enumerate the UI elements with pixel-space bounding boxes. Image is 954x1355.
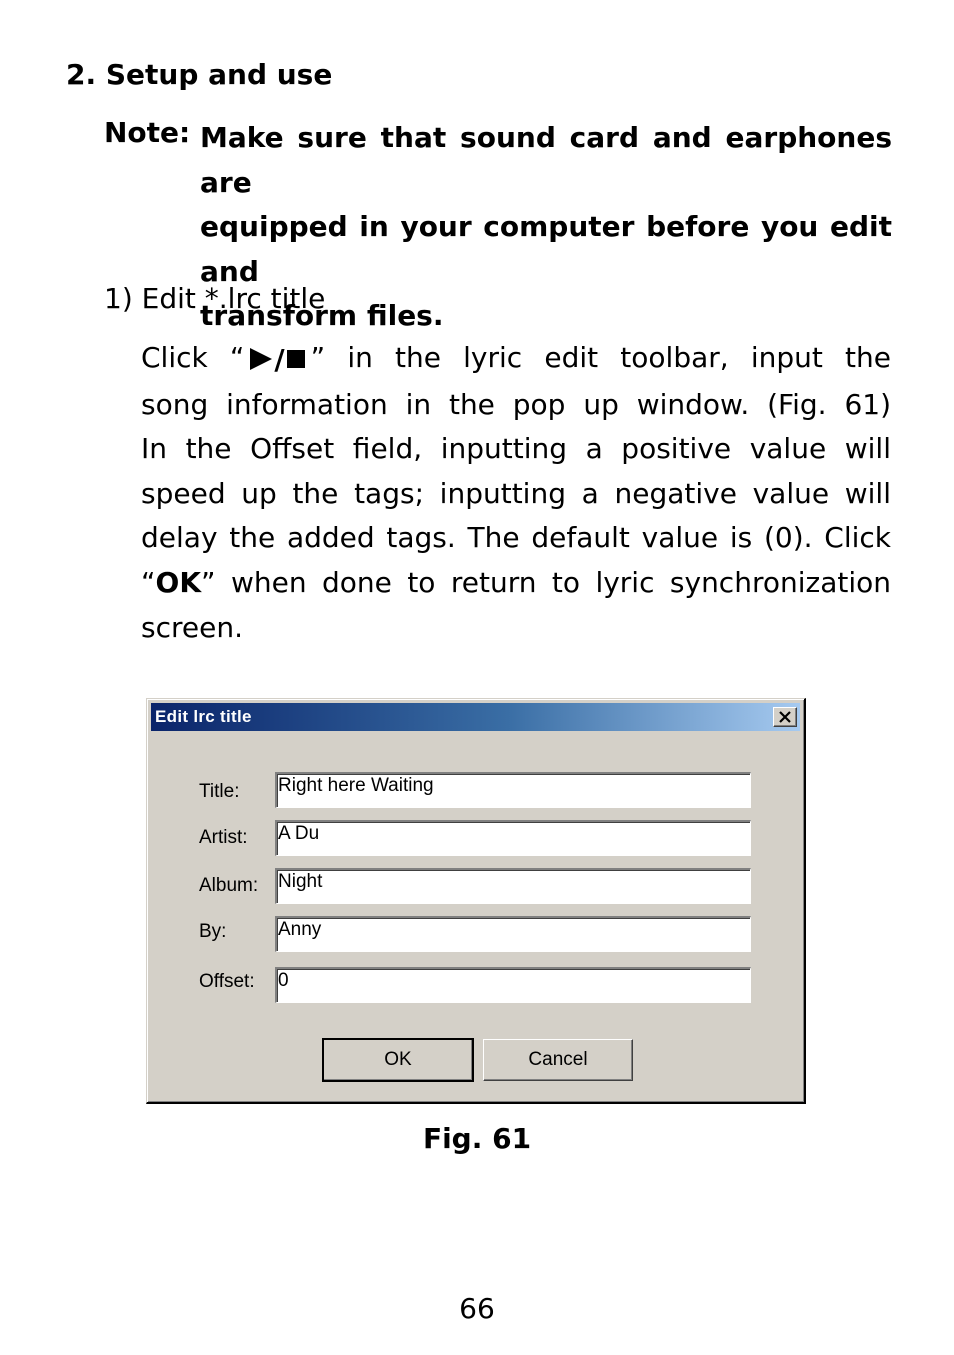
- close-icon: [779, 711, 791, 723]
- figure-caption: Fig. 61: [422, 1122, 532, 1155]
- instructions-paragraph: [141, 336, 891, 650]
- instruction-toolbar-text: ” in the lyric edit toolbar, input the: [310, 341, 891, 374]
- artist-input[interactable]: A Du: [275, 820, 751, 856]
- instruction-line-7: screen.: [141, 610, 243, 644]
- album-label: Album:: [199, 875, 259, 896]
- ok-rest-text: ” when done to return to lyric synchronization: [201, 565, 891, 599]
- instruction-line-5: delay the added tags. The default value is (0). Click: [141, 521, 891, 555]
- offset-input[interactable]: 0: [275, 967, 751, 1003]
- instruction-line-4: speed up the tags; inputting a negative value will: [141, 476, 891, 510]
- toolbar-play-stop-glyph: [250, 338, 304, 383]
- cancel-button[interactable]: Cancel: [483, 1039, 633, 1081]
- step-title: 1) Edit *.lrc title: [104, 282, 326, 315]
- toolbar-separator: /: [274, 343, 285, 376]
- instruction-line-3: In the Offset field, inputting a positive value will: [141, 432, 891, 466]
- page-number: 66: [459, 1292, 495, 1325]
- note-line-3: transform files.: [200, 299, 444, 332]
- artist-label: Artist:: [199, 827, 248, 848]
- title-input[interactable]: Right here Waiting: [275, 772, 751, 808]
- offset-label: Offset:: [199, 971, 255, 992]
- close-button[interactable]: [773, 707, 797, 727]
- dialog-title: Edit lrc title: [155, 707, 252, 726]
- title-label: Title:: [199, 781, 240, 802]
- by-label: By:: [199, 921, 227, 942]
- ok-button[interactable]: OK: [323, 1039, 473, 1081]
- ok-emphasis: OK: [155, 565, 202, 599]
- note-label: Note:: [104, 116, 191, 149]
- album-input[interactable]: Night: [275, 868, 751, 904]
- by-input[interactable]: Anny: [275, 916, 751, 952]
- stop-icon: [287, 350, 305, 368]
- note-line-2: equipped in your computer before you edit and: [200, 210, 892, 288]
- ok-open-quote: “: [141, 565, 156, 599]
- edit-lrc-title-dialog: [146, 698, 806, 1104]
- instruction-click-text: Click “: [141, 341, 245, 374]
- play-icon: [250, 348, 272, 370]
- instruction-line-2: song information in the pop up window. (Fig. 61): [141, 387, 891, 421]
- instruction-line-6: [141, 561, 891, 606]
- section-heading: 2. Setup and use: [66, 58, 333, 91]
- note-line-1: Make sure that sound card and earphones are: [200, 121, 892, 199]
- dialog-titlebar[interactable]: [151, 703, 800, 731]
- instruction-line-1: [141, 336, 891, 383]
